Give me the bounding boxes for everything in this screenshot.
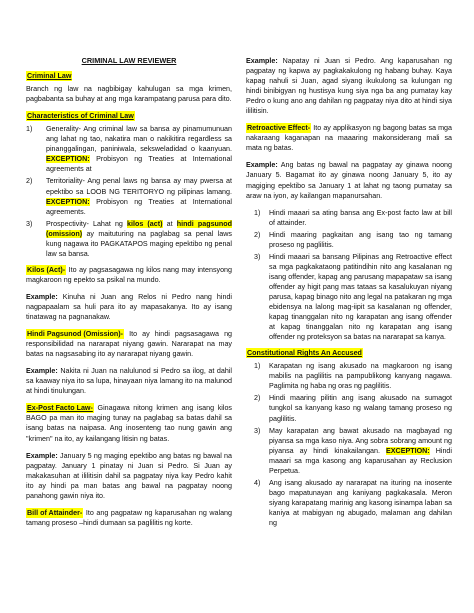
ex-post-facto-definition: Ginagawa nitong krimen ang isang kilos BAGO pa man ito maging tunay na paglabag sa batas dahil sa isang batas na naipasa. Ang inosenteng tao nung gawin ang "krimen" na ito, ay kailangang litisin ng batas. bbox=[26, 404, 232, 443]
example-label: Example: bbox=[26, 367, 58, 376]
left-column bbox=[26, 56, 232, 535]
list-number: 4) bbox=[254, 478, 261, 487]
list-text: Hindi maaari sa ating bansa ang Ex-post facto law at bill of attainder. bbox=[269, 208, 452, 227]
list-number: 3) bbox=[254, 252, 261, 261]
list-text: Karapatan ng isang akusado na magkaroon ng isang mabilis na paglilitis na pampublikong kanyang nagawa. Paglimita ng haba ng oras ng paglilitis. bbox=[269, 362, 452, 391]
list-text: Territoriality- Ang penal laws ng bansa ay may pwersa at epektibo sa LOOB NG TERITORYO ng pilipinas lamang. bbox=[46, 177, 232, 196]
example-label: Example: bbox=[26, 292, 58, 301]
criminal-law-heading: Criminal Law bbox=[27, 72, 72, 81]
example-text: Kinuha ni Juan ang Relos ni Pedro nang hindi nagpapaalam sa huli para ito ay mapasakanya. Ito ay isang tinatawag na pagnanakaw. bbox=[26, 292, 233, 322]
list-item bbox=[254, 230, 452, 250]
list-number: 3) bbox=[254, 426, 261, 435]
hindi-pagsunod-heading: Hindi Pagsunod (Omission)- bbox=[27, 330, 124, 339]
list-text: Hindi maaring pilitin ang isang akusado na sumagot tungkol sa kanyang kaso ng walang tamang proseso ng paglilitis. bbox=[269, 394, 452, 423]
characteristics-list bbox=[26, 124, 232, 259]
criminal-law-definition: Branch ng law na nagbibigay kahulugan sa mga krimen, pagbabanta sa buhay at ang mga karampatang parusa para dito. bbox=[26, 85, 232, 104]
list-item bbox=[254, 426, 452, 476]
hindi-pagsunod-example bbox=[26, 366, 232, 396]
list-number: 2) bbox=[26, 177, 33, 186]
highlight-kilos: kilos (act) bbox=[127, 219, 163, 228]
highlight-hindi-pagsunod: hindi pagsunod (omission) bbox=[46, 219, 233, 238]
kilos-definition: Ito ay pagsasagawa ng kilos nang may intensyong magkaroon ng epekto sa psikal na mundo. bbox=[26, 265, 233, 284]
exception-label: EXCEPTION: bbox=[46, 155, 90, 164]
example-label: Example: bbox=[246, 161, 278, 170]
retroactive-heading: Retroactive Effect- bbox=[247, 124, 311, 133]
bill-of-attainder-definition: Ito ang pagpataw ng kaparusahan ng walang tamang proseso –hindi dumaan sa paglilitis ng korte. bbox=[26, 508, 233, 527]
hindi-pagsunod-paragraph bbox=[26, 329, 232, 359]
rights-list bbox=[254, 361, 452, 528]
restrictions-list bbox=[254, 208, 452, 343]
document-title: CRIMINAL LAW REVIEWER bbox=[81, 56, 177, 65]
list-number: 2) bbox=[254, 394, 261, 403]
list-number: 1) bbox=[254, 362, 261, 371]
list-text: Generality- Ang criminal law sa bansa ay pinamumunuan ang lahat ng tao, nakatira man o nakikitira regardless sa pinanggalingan, paniniwala, seksweladidad o kaanyuan. bbox=[46, 125, 232, 154]
list-text: Probisyon ng Treaties at International agreements at bbox=[46, 155, 232, 174]
retroactive-definition: Ito ay applikasyon ng bagong batas sa mga nakaraang kaganapan na maaaring makonsiderang mali sa mata ng batas. bbox=[246, 124, 452, 153]
retroactive-paragraph bbox=[246, 123, 452, 153]
list-item bbox=[254, 252, 452, 342]
ex-post-facto-heading: Ex-Post Facto Law- bbox=[27, 404, 93, 413]
kilos-paragraph bbox=[26, 265, 232, 285]
list-text: ay maituturing na paglabag sa penal laws kung nagawa ito PAGKATAPOS maging epektibo ng penal law sa bansa. bbox=[46, 229, 232, 258]
exception-label: EXCEPTION: bbox=[386, 446, 430, 455]
list-text: Hindi maaari sa bansang Pilipinas ang Retroactive effect sa mga pagkakataong patitindihin nito ang kasalanan ng isang offender, kapag ang parusang mapapataw sa isang offender ay higit pang mas tataas sa kasalukuyan niyang parusa, kapag binago nito ang legal na patakaran ng mga ebidensya na lalong mag-iipit sa kasalanan ng offender, kapag tinanggalan nito ng karapatan ang isang offender at kapag tinanggalan nito ng karapatan ang isang offender ng proteksyon sa batas na nararapat sa kanya. bbox=[269, 252, 452, 342]
list-number: 1) bbox=[254, 208, 261, 217]
list-item bbox=[26, 176, 232, 216]
constitutional-rights-heading: Constitutional Rights An Accused bbox=[247, 349, 362, 358]
retroactive-example bbox=[246, 160, 452, 200]
kilos-heading: Kilos (Act)- bbox=[27, 265, 66, 274]
list-text: Probisyon ng Treaties at International agreements. bbox=[46, 197, 232, 216]
exception-label: EXCEPTION: bbox=[46, 197, 90, 206]
example-label: Example: bbox=[246, 57, 278, 65]
list-item bbox=[26, 124, 232, 174]
list-text: Prospectivity- Lahat ng bbox=[46, 219, 123, 228]
kilos-example bbox=[26, 292, 232, 322]
attainder-example bbox=[246, 56, 452, 116]
ex-post-facto-example bbox=[26, 451, 232, 501]
list-number: 3) bbox=[26, 219, 33, 228]
list-item bbox=[254, 478, 452, 528]
bill-of-attainder-heading: Bill of Attainder- bbox=[27, 508, 83, 517]
example-label: Example: bbox=[26, 451, 58, 460]
list-item bbox=[254, 361, 452, 391]
example-text: Nakita ni Juan na nalulunod si Pedro sa ilog, at dahil sa kaaway niya ito sa lupa, hinayaan niya lamang ito na malunod at hindi tinulungan. bbox=[26, 367, 232, 396]
example-text: Napatay ni Juan si Pedro. Ang kaparusahan ng pagpatay ng kapwa ay pagkakakulong ng habang buhay. Kaya kapag nahuli si Juan, agad siyang ikukulong sa kulungan ng hindi binibigyan ng hustisya kung siya nga ba ang pumatay kay Pedro o kung ano ang dahilan ng pagpatay niya dito at hindi siya ililitisin. bbox=[246, 57, 452, 116]
ex-post-facto-paragraph bbox=[26, 403, 232, 443]
list-text: at bbox=[166, 219, 173, 228]
hindi-pagsunod-definition: Ito ay hindi pagsasagawa ng responsibilidad na nararapat niyang gawin. Nararapat na may batas na nagsasabing ito ay nararapat niyang gawin. bbox=[26, 330, 233, 359]
list-text: Ang isang akusado ay nararapat na ituring na inosente bago mapatunayan ang kaniyang pagkakasala. Meron siyang karapatang marinig ang kasong isinampa laban sa kaniya at mabigyan ng abugado, malaman ang dahilan ng bbox=[269, 478, 452, 527]
example-text: January 5 ng maging epektibo ang batas ng bawal na pagpatay. January 1 pinatay ni Juan si Pedro. Si Juan ay makakasuhan at ililitisin dahil sa pagpatay niya kay Pedro kahit ito ay hindi pa man batas ang bawal na pagpatay noong panahong gawin niya ito. bbox=[26, 451, 233, 500]
list-number: 1) bbox=[26, 125, 33, 134]
example-text: Ang batas ng bawal na pagpatay ay ginawa noong January 5. Bagamat ito ay ginawa noong January 5, ito ay magiging epektibo sa January 1 at lahat ng taong pumatay sa araw na iyon, ay kailangan mapanursahan. bbox=[246, 161, 452, 200]
list-item bbox=[254, 208, 452, 228]
list-number: 2) bbox=[254, 230, 261, 239]
right-column bbox=[246, 56, 452, 534]
list-text: Hindi maaring pagkaitan ang isang tao ng tamang proseso ng paglilitis. bbox=[269, 230, 452, 249]
list-item bbox=[26, 219, 232, 259]
characteristics-heading: Characteristics of Criminal Law bbox=[27, 112, 134, 121]
list-item bbox=[254, 393, 452, 423]
list-text: May karapatan ang bawat akusado na magbayad ng piyansa sa mga kaso niya. Ang sobra sobrang amount ng piyansa ay hindi kinakailangan. bbox=[269, 426, 452, 455]
bill-of-attainder-paragraph bbox=[26, 508, 232, 528]
list-text: Hindi maaari sa mga kasong ang kaparusahan ay Reclusion Perpetua. bbox=[269, 446, 452, 475]
